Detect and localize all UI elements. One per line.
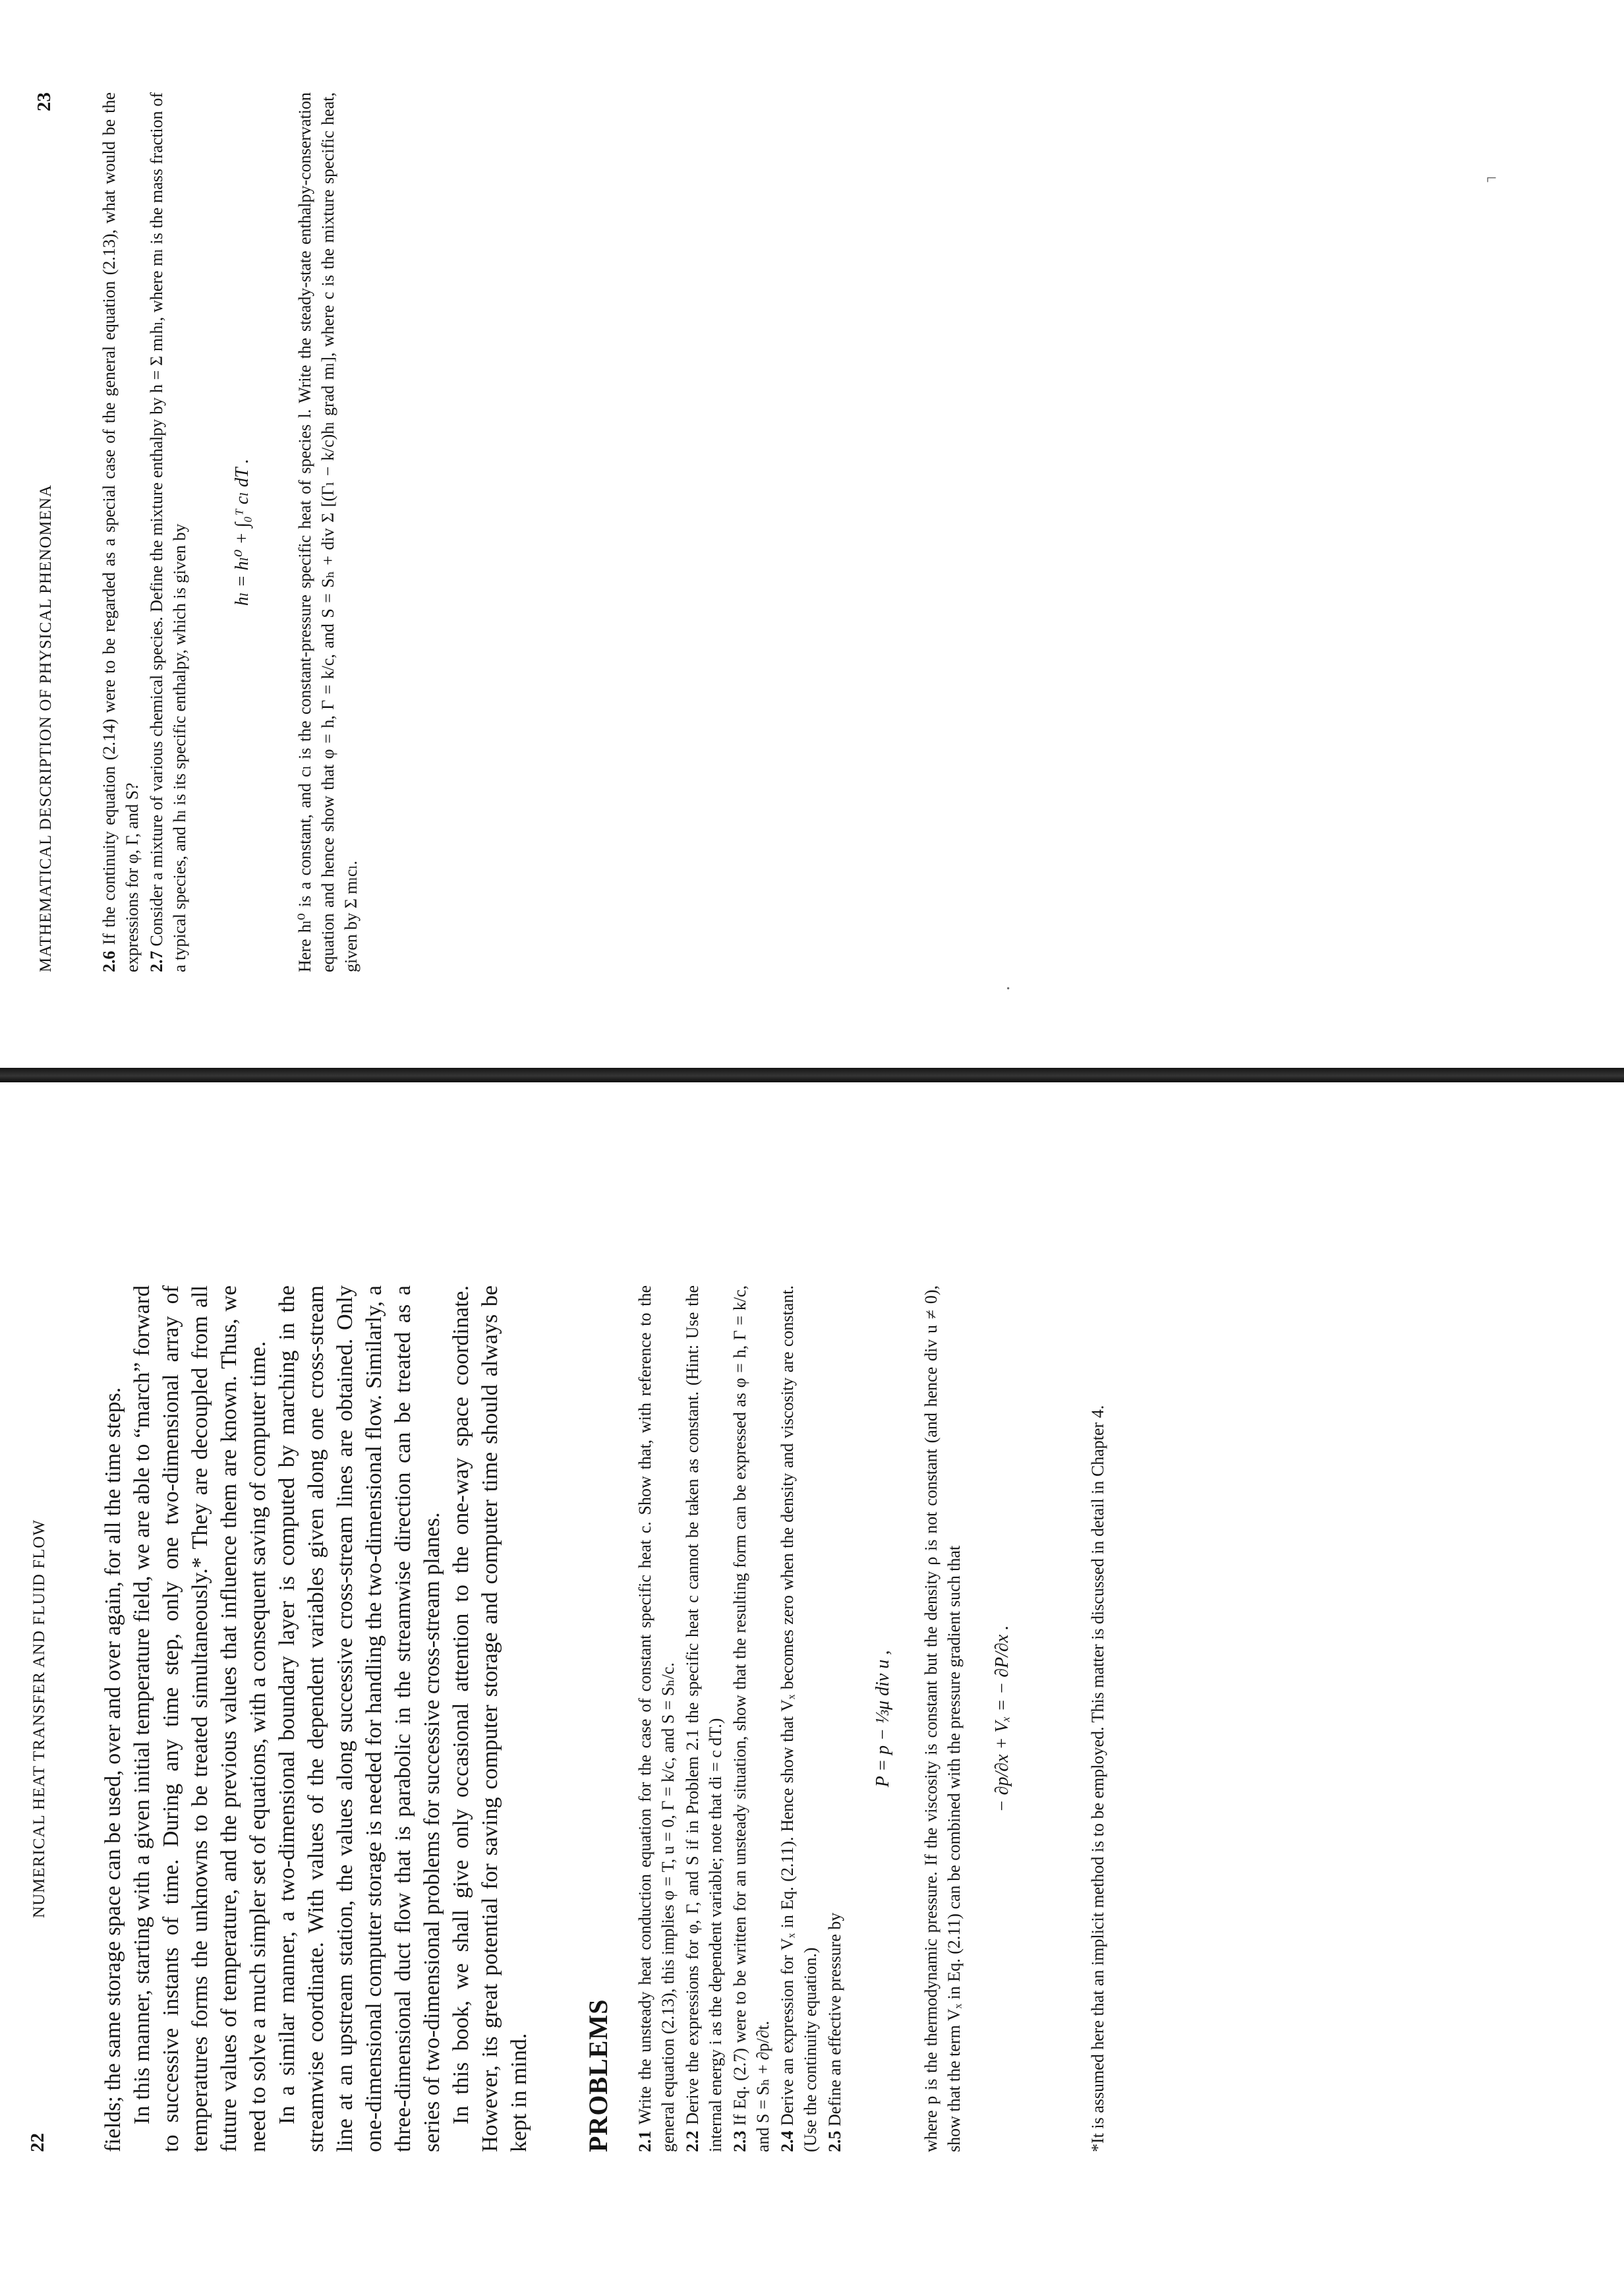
problem-item xyxy=(145,92,191,972)
body-text xyxy=(99,1285,534,2152)
running-head xyxy=(26,1285,66,2152)
running-head-title: MATHEMATICAL DESCRIPTION OF PHYSICAL PHENOMENA xyxy=(37,484,55,972)
paragraph: fields; the same storage space can be used, over and over again, for all the time steps. xyxy=(101,1387,125,2152)
section-heading-problems: PROBLEMS xyxy=(583,1999,613,2152)
problem-number: 2.4 xyxy=(778,2130,797,2152)
problem-item xyxy=(823,1285,846,2152)
paragraph: where p is the thermodynamic pressure. If the viscosity is constant but the density ρ is not constant (and hence div u ≠ 0), show that the term Vₓ in Eq. (2.11) can be combined with the pressure gradient such that xyxy=(921,1285,964,2152)
problem-text: If the continuity equation (2.14) were to be regarded as a special case of the general equation (2.13), what would be the expressions for φ, Γ, and S? xyxy=(100,92,142,972)
problem-text: If Eq. (2.7) were to be written for an unsteady situation, show that the resulting form can be expressed as φ = h, Γ = k/c, and S = Sₕ + ∂p/∂t. xyxy=(730,1285,772,2152)
problem-number: 2.7 xyxy=(147,950,166,972)
problems-continued xyxy=(98,92,191,972)
problem-text: Derive an expression for Vₓ in Eq. (2.11). Hence show that Vₓ becomes zero when the density and viscosity are constant. (Use the continuity equation.) xyxy=(778,1285,820,2152)
problem-number: 2.2 xyxy=(683,2130,702,2152)
problem-text: Write the unsteady heat conduction equation for the case of constant specific heat c. Show that, with reference to the general equation (2.13), this implies φ = T, u = 0, Γ = k/c, and S = Sₕ/c. xyxy=(635,1285,678,2152)
running-head xyxy=(33,92,72,972)
page-number: 22 xyxy=(27,2133,48,2152)
problem-item xyxy=(681,1285,727,2152)
problem-item xyxy=(98,92,144,972)
paragraph: In a similar manner, a two-dimensional boundary layer is computed by marching in the streamwise coordinate. With values of the dependent variables given along one cross-stream line at an upstream station, the values along successive cross-stream lines are obtained. Only one-dimensional computer storage is needed for handling the two-dimensional flow. Similarly, a three-dimensional duct flow that is parabolic in the streamwise direction can be treated as a series of two-dimensional problems for successive cross-stream planes. xyxy=(275,1285,444,2152)
problem-text: Derive the expressions for φ, Γ, and S if in Problem 2.1 the specific heat c cannot be taken as constant. (Hint: Use the internal energy i as the dependent variable; note that di = c dT.) xyxy=(683,1285,725,2152)
problem-text: Define an effective pressure by xyxy=(825,1912,844,2126)
footnote: *It is assumed here that an implicit method is to be employed. This matter is discussed in detail in Chapter 4. xyxy=(1088,1405,1107,2152)
problem-number: 2.6 xyxy=(100,950,119,972)
paragraph: In this manner, starting with a given initial temperature field, we are able to “march” forward to successive instants of time. During any time step, only one two-dimensional array of temperatures forms the unknowns to be treated simultaneously.* They are decoupled from all future values of temperature, and the previous values that influence them are known. Thus, we need to solve a much simpler set of equations, with a consequent saving of computer time. xyxy=(130,1285,270,2152)
problem-item xyxy=(728,1285,774,2152)
problem-number: 2.3 xyxy=(730,2130,749,2152)
problem-number: 2.5 xyxy=(825,2130,844,2152)
equation-species-enthalpy: hₗ = hₗ⁰ + ∫₀ᵀ cₗ dT . xyxy=(232,458,252,606)
page-23 xyxy=(26,46,1265,1068)
problem-item xyxy=(633,1285,680,2152)
problem-text: Consider a mixture of various chemical species. Define the mixture enthalpy by h = Σ mₗhₗ, where mₗ is the mass fraction of a typical species, and hₗ is its specific enthalpy, which is given by xyxy=(147,92,189,972)
paragraph: In this book, we shall give only occasional attention to the one-way space coordinate. However, its great potential for saving computer storage and computer time should always be kept in mind. xyxy=(449,1285,531,2152)
scan-speck: ⌐ xyxy=(1486,168,1497,189)
problem-item xyxy=(776,1285,822,2152)
paragraph: Here hₗ⁰ is a constant, and cₗ is the constant-pressure specific heat of species l. Write the steady-state enthalpy-conservation equation and hence show that φ = h, Γ = k/c, and S = Sₕ + div Σ [(Γₗ − k/c)hₗ grad mₗ], where c is the mixture specific heat, given by Σ mₗcₗ. xyxy=(295,92,361,972)
book-spine-shadow xyxy=(0,1068,1624,1082)
equation-pressure-gradient: − ∂p/∂x + Vₓ = − ∂P/∂x . xyxy=(992,1625,1012,1813)
running-head-title: NUMERICAL HEAT TRANSFER AND FLUID FLOW xyxy=(30,1519,48,1918)
page-number: 23 xyxy=(34,92,55,111)
problem-number: 2.1 xyxy=(635,2130,654,2152)
scan-speck: · xyxy=(1005,979,1012,999)
equation-effective-pressure: P = p − ⅓μ div u , xyxy=(873,1650,893,1788)
page-22 xyxy=(20,1239,1259,2261)
